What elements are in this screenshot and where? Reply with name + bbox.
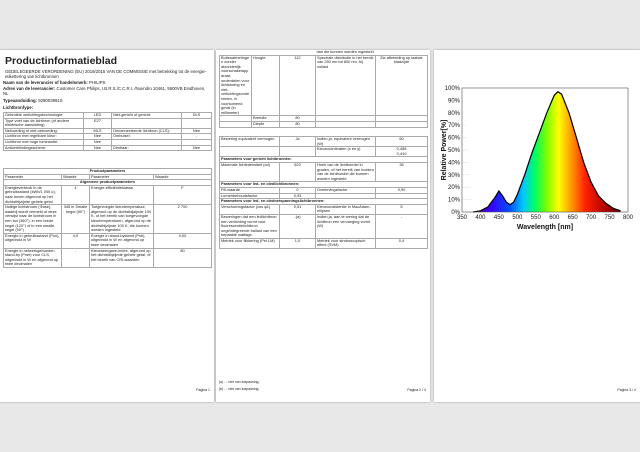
col-header: Waarde [154,174,212,180]
table-cell: MLS [84,128,112,134]
equivalent-table [219,136,428,249]
table-cell: - [182,134,212,140]
table-cell: Metriek voor flikkering (Pst LM) [220,238,280,248]
regulation-subtitle: GEDELEGEERDE VERORDENING (EU) 2019/2015 VAN DE COMMISSIE met betrekking tot de energie-etikettering van lichtbronnen [5,69,207,79]
lightsource-params-label: Lichtbronfype: [3,105,34,110]
table-cell: Nuttige lichtstroom (Φuse), waarbij wordt vermeld of deze verwijst naar de lichtstroom in een bol (360°), in een brede kegel (120°) of in een smalle kegel (90°) [4,205,62,234]
table-cell: Breedte [252,116,280,122]
table-row [220,121,428,127]
x-tick-label: 450 [493,215,504,221]
table-cell: 0,4 [376,238,428,248]
table-cell: Lumenbehoudsfactor [220,193,280,199]
table-cell: Buitenafmetingen zonder afzonderlijk voorschakelapparaat, onderdelen voor lichtsturing en niet-verlichtingsonderdelen, in voorkomend geval (in millimeter) [220,55,252,116]
type-table [3,112,212,151]
table-cell: Spectrale distributie in het bereik van 250 nm tot 800 nm, bij vollast [316,55,376,116]
table-cell: Type voet van de lichtbron (of andere elektrische aansluiting) [4,118,84,128]
beam-angle-label: Hoek van de lichtbundel in graden, of het bereik van hoeken van de lichtbundel die kunnen worden ingesteld [317,162,374,181]
table-cell: -(a) [280,214,316,238]
continued-text: dan die kunnen worden ingesteld [316,50,374,54]
y-tick-label: 10% [447,197,460,204]
table-cell: 0,51 [280,204,316,214]
table-cell: 0 [280,187,316,193]
col-header: Parameter [90,174,154,180]
table-row [4,185,212,204]
y-tick-label: 100% [444,86,460,92]
product-params-header: Productparameters [4,169,212,175]
table-cell: Kleurweergave-index, afgerond op het dichtstbijzijnde gehele getal, of het bereik van CRI-waarden [90,248,154,267]
table-cell: Dimbaar: [112,145,182,151]
supplier-name-label: Naam van de leverancier of handelsmerk: PHILIPS [3,80,106,85]
y-tick-label: 40% [447,160,460,167]
table-row [220,238,428,248]
table-cell: 4 [62,185,90,204]
x-tick-label: 550 [530,215,541,221]
page-footer: Pagina 3 / 4 [617,388,636,392]
general-params-header: Algemene productparameters [4,180,212,186]
table-cell: Nee [84,145,112,151]
table-cell: Omhulsel: [112,134,182,140]
table-row [4,233,212,248]
footnote-b: (b) - : niet van toepassing. [219,387,260,391]
y-tick-label: 0% [451,210,460,216]
y-tick-label: 30% [447,172,460,179]
table-cell: F [154,185,212,204]
model-id: Typeaanduiding: 929003991S [3,98,63,103]
table-cell: Kleurconsistentie in MacAdam-ellipsen [316,204,376,214]
page-1 [0,50,214,402]
table-cell: Antiverblindingsscherm: [4,145,84,151]
beam-angle-value: 36 [376,162,428,181]
x-tick-label: 500 [512,215,523,221]
table-cell: Zie afbeelding op laatste bladzijde [376,55,428,116]
table-row [4,248,212,267]
table-cell: Netvoeding of niet-netvoeding: [4,128,84,134]
y-axis-label: Relative Power[%] [441,119,448,181]
y-tick-label: 20% [447,185,460,192]
equiv-power-value: 60 [376,137,428,147]
table-cell: 80 [154,248,212,267]
table-cell: 345 in Smalle kegel (90°) [62,205,90,234]
table-cell [376,121,428,127]
table-cell: Indien ja, aan te wering dat de lichtbron een vervanging vormt (W) [316,214,376,238]
x-tick-label: 650 [567,215,578,221]
table-cell [220,121,252,127]
chroma-y: 0,410 [396,150,407,156]
supplier-name: PHILIPS [89,80,106,85]
x-tick-label: 800 [622,215,634,221]
table-cell: Gebruikte verlichtingstechnologie: [4,113,84,119]
table-cell: Energie in netwerkgebonden stand-by (Pnet) voor CLS, uitgedrukt in W en afgerond op twee decimalen [4,248,62,267]
page-2 [216,50,430,402]
table-cell: - [376,214,428,238]
table-cell: 5 [376,204,428,214]
table-cell [112,118,182,128]
max-intensity-value: 620 [280,162,316,181]
table-row [220,55,428,116]
table-cell: Lichtbron met regelbare kleur: [4,134,84,140]
product-params-table [3,168,212,268]
col-header: Waarde [62,174,90,180]
table-cell: 80 [280,116,316,122]
col-header: Parameter [4,174,62,180]
table-cell: Diepte [252,121,280,127]
table-cell: Energie in stand-bystand (Psb), uitgedrukt in W en afgerond op twee decimalen [90,233,154,248]
table-cell: 112 [280,55,316,116]
dimensions-table [219,50,428,128]
table-row [220,214,428,238]
table-cell: LED [84,113,112,119]
table-cell: Verschuivingsfactor (cos φ1) [220,204,280,214]
table-cell: Overlevingsfactor [316,187,376,193]
supplier-address: Adres van de leverancier: Customer Care Philips, I.B.R.S./C.C.R.I. /Nuvndro 10461, 5600VB Eindhoven, NL [3,86,206,96]
table-cell: 2 700 [154,205,212,234]
x-tick-label: 350 [456,215,468,221]
table-cell: Energie in gebruiksstand (Pon), uitgedrukt in W [4,233,62,248]
page-footer: Pagina 1 [196,388,210,392]
chroma-label: Kleurcoördinaten (x en y) [316,147,376,157]
chroma-x: 0,458 0,410 [376,147,428,157]
y-tick-label: 70% [447,123,460,130]
x-tick-label: 400 [475,215,486,221]
table-cell: 0,93 [280,193,316,199]
table-cell: Lichtbron met hoge luminantie: [4,139,84,145]
document-title: Productinformatieblad [5,55,118,67]
table-cell: Geconnecteerde lichtbron (CLS): [112,128,182,134]
table-cell: Toegevoegde kleurtemperatuur, afgerond op de dichtstbijzijnde 100 K, of het bereik van toegevoegde kleurtemperaturen, afgerond op de dichtstbijzijnde 100 K, die kunnen worden ingesteld [90,205,154,234]
page-footer: Pagina 2 / 4 [407,388,426,392]
page-3 [434,50,640,402]
table-cell: Nee [84,139,112,145]
x-axis-label: Wavelength [nm] [516,224,574,231]
table-cell: 4,0 [62,233,90,248]
max-intensity-label: Maximale lichtintensiteit (cd) [220,162,280,181]
table-cell: Nee [84,134,112,140]
equiv-label: Bewering equivalent vermogen [220,137,280,147]
x-tick-label: 600 [549,215,560,221]
table-cell: R9-waarde [220,187,280,193]
table-cell [316,121,376,127]
table-cell: Energie-efficiëntieklasse [90,185,154,204]
table-cell: Niet-gericht of gericht: [112,113,182,119]
table-row [4,118,212,128]
table-cell: E27 [84,118,112,128]
x-tick-label: 700 [586,215,597,221]
table-cell: Nee [182,128,212,134]
directional-header: Parameters voor gericht lichtbronnen: [220,157,428,163]
footnote-a: (a) - : niet van toepassing; [219,380,260,384]
table-cell: 0,00 [154,233,212,248]
y-tick-label: 90% [447,98,460,105]
y-tick-label: 60% [447,135,460,142]
table-row [4,145,212,151]
table-cell: 1,0 [280,238,316,248]
table-cell: Metriek voor stroboscopisch effect (SVM) [316,238,376,248]
equiv-power-label: Indien ja, equivalent vermogen (W) [316,137,376,147]
y-tick-label: 80% [447,110,460,117]
table-cell [182,118,212,128]
table-cell: Beweringen dat een ledlichtbron een verlichting vormt voor fluorescentielichtbron ongeïntegreerde ballast van een bepaalde wattage. [220,214,280,238]
table-cell: DLS [182,113,212,119]
x-tick-label: 750 [604,215,615,221]
spectral-chart [438,80,636,252]
y-tick-label: 50% [447,148,460,154]
led-header: Parameters voor led- en oledlichtbronnen: [220,182,428,188]
table-cell: Hoogte [252,55,280,116]
table-cell: - [62,248,90,267]
table-cell: 80 [280,121,316,127]
table-cell: Energieverbruik in de gebruiksstand (kWh/1 000 u), naar boven afgerond op het dichtstbijzijnde gehele getal [4,185,62,204]
table-cell: Nee [182,145,212,151]
equiv-value: Ja [280,137,316,147]
table-row [220,204,428,214]
table-cell: 0,90 [376,187,428,193]
mains-header: Parameters voor led- en olednetspanningslichtbronnen: [220,199,428,205]
table-row [4,205,212,234]
